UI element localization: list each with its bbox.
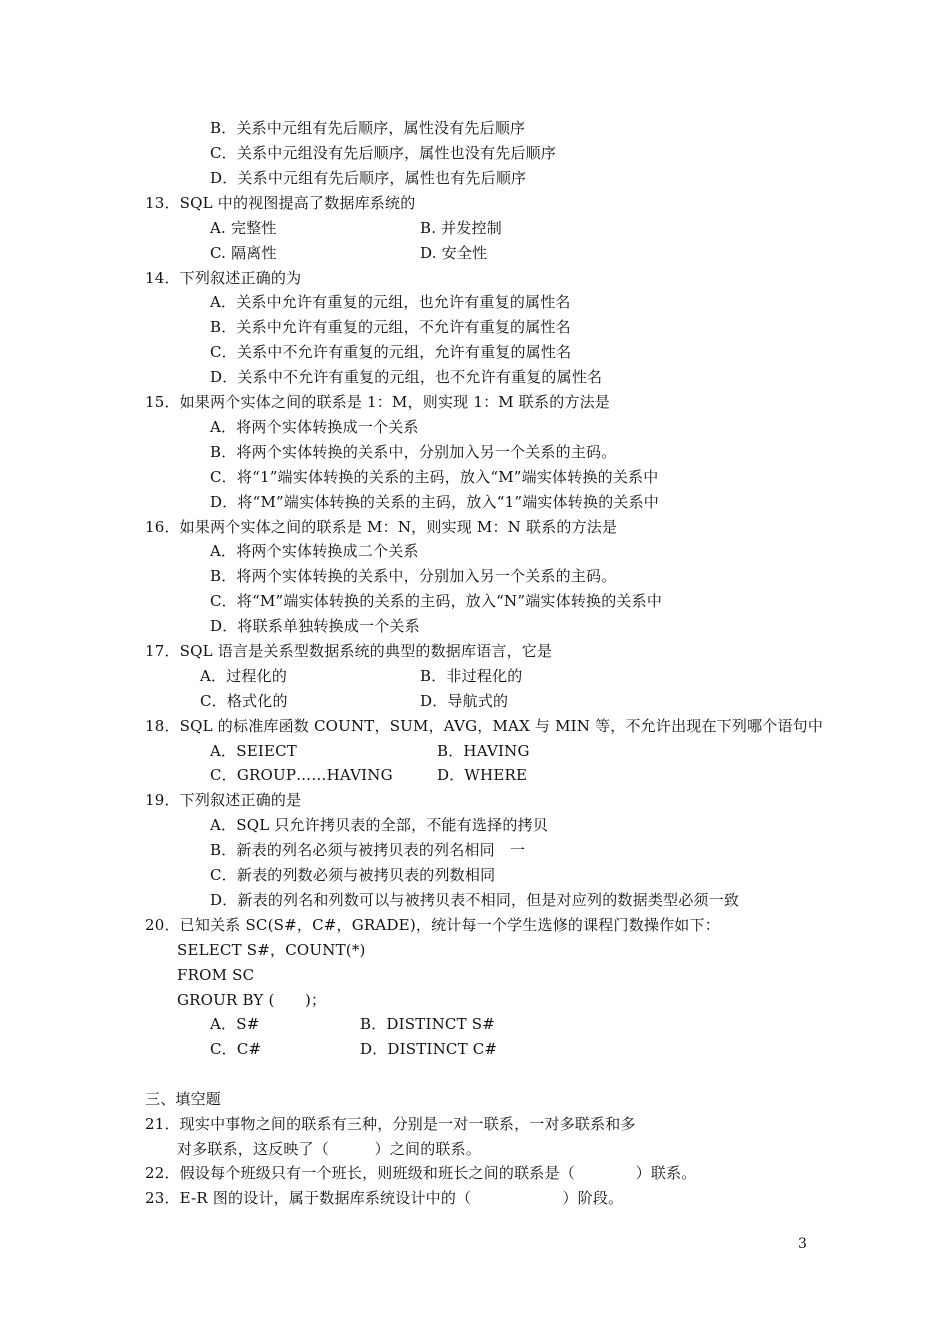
option-line: C．新表的列数必须与被拷贝表的列数相同 [210, 866, 496, 884]
question-line: 17．SQL 语言是关系型数据系统的典型的数据库语言，它是 [145, 642, 553, 660]
option-line: A．关系中允许有重复的元组，也允许有重复的属性名 [210, 293, 571, 311]
option-line: A．S# [210, 1015, 260, 1033]
question-line: 22．假设每个班级只有一个班长，则班级和班长之间的联系是（ ）联系。 [145, 1164, 697, 1182]
question-line: 20．已知关系 SC(S#，C#，GRADE)，统计每一个学生选修的课程门数操作如下： [145, 916, 720, 934]
code-line: GROUR BY ( )； [177, 991, 327, 1009]
question-line: 19．下列叙述正确的是 [145, 791, 302, 809]
option-line: A．SEIECT [210, 742, 298, 760]
option-line: B．DISTINCT S# [360, 1015, 495, 1033]
code-line: FROM SC [177, 966, 255, 984]
option-line: D．关系中不允许有重复的元组，也不允许有重复的属性名 [210, 368, 603, 386]
option-line: C．将“M”端实体转换的关系的主码，放入“N”端实体转换的关系中 [210, 592, 663, 610]
option-line: D. 安全性 [420, 244, 488, 262]
option-line: D．DISTINCT C# [360, 1040, 498, 1058]
option-line: D．新表的列名和列数可以与被拷贝表不相同，但是对应列的数据类型必须一致 [210, 891, 740, 909]
option-line: D．将“M”端实体转换的关系的主码，放入“1”端实体转换的关系中 [210, 493, 660, 511]
option-line: C. 隔离性 [210, 244, 277, 262]
option-line: B．非过程化的 [420, 667, 523, 685]
option-line: C．关系中不允许有重复的元组，允许有重复的属性名 [210, 343, 572, 361]
page-number: 3 [798, 1236, 807, 1252]
option-line: B．新表的列名必须与被拷贝表的列名相同 一 [210, 841, 526, 859]
option-line: B．将两个实体转换的关系中，分别加入另一个关系的主码。 [210, 443, 617, 461]
option-line: B. 并发控制 [420, 219, 502, 237]
question-line: 14．下列叙述正确的为 [145, 269, 302, 287]
question-line: 13．SQL 中的视图提高了数据库系统的 [145, 194, 416, 212]
question-line: 15．如果两个实体之间的联系是 1：M，则实现 1：M 联系的方法是 [145, 393, 610, 411]
question-line: 23．E-R 图的设计，属于数据库系统设计中的（ ）阶段。 [145, 1189, 624, 1207]
option-line: D．将联系单独转换成一个关系 [210, 617, 420, 635]
option-line: C．关系中元组没有先后顺序，属性也没有先后顺序 [210, 144, 557, 162]
option-line: D．WHERE [437, 766, 528, 784]
option-line: A．将两个实体转换成二个关系 [210, 542, 419, 560]
option-line: A．SQL 只允许拷贝表的全部，不能有选择的拷贝 [210, 816, 548, 834]
question-line: 21．现实中事物之间的联系有三种，分别是一对一联系，一对多联系和多 [145, 1115, 636, 1133]
option-line: B．关系中元组有先后顺序，属性没有先后顺序 [210, 119, 526, 137]
option-line: C．GROUP……HAVING [210, 766, 393, 784]
option-line: D．导航式的 [420, 692, 509, 710]
question-line: 18．SQL 的标准库函数 COUNT，SUM，AVG，MAX 与 MIN 等，不允许出现在下列哪个语句中 [145, 717, 824, 735]
option-line: C．将“1”端实体转换的关系的主码，放入“M”端实体转换的关系中 [210, 468, 659, 486]
code-line: SELECT S#，COUNT(*) [177, 941, 366, 959]
question-line: 16．如果两个实体之间的联系是 M：N，则实现 M：N 联系的方法是 [145, 518, 618, 536]
option-line: B．将两个实体转换的关系中，分别加入另一个关系的主码。 [210, 567, 617, 585]
option-line: B．关系中允许有重复的元组，不允许有重复的属性名 [210, 318, 571, 336]
option-line: A. 完整性 [210, 219, 277, 237]
question-line: 对多联系，这反映了（ ）之间的联系。 [177, 1140, 482, 1158]
option-line: C．C# [210, 1040, 262, 1058]
option-line: B．HAVING [437, 742, 530, 760]
option-line: A．过程化的 [200, 667, 288, 685]
option-line: A．将两个实体转换成一个关系 [210, 418, 419, 436]
option-line: D．关系中元组有先后顺序，属性也有先后顺序 [210, 169, 527, 187]
section-heading: 三、填空题 [145, 1090, 222, 1108]
option-line: C．格式化的 [200, 692, 288, 710]
